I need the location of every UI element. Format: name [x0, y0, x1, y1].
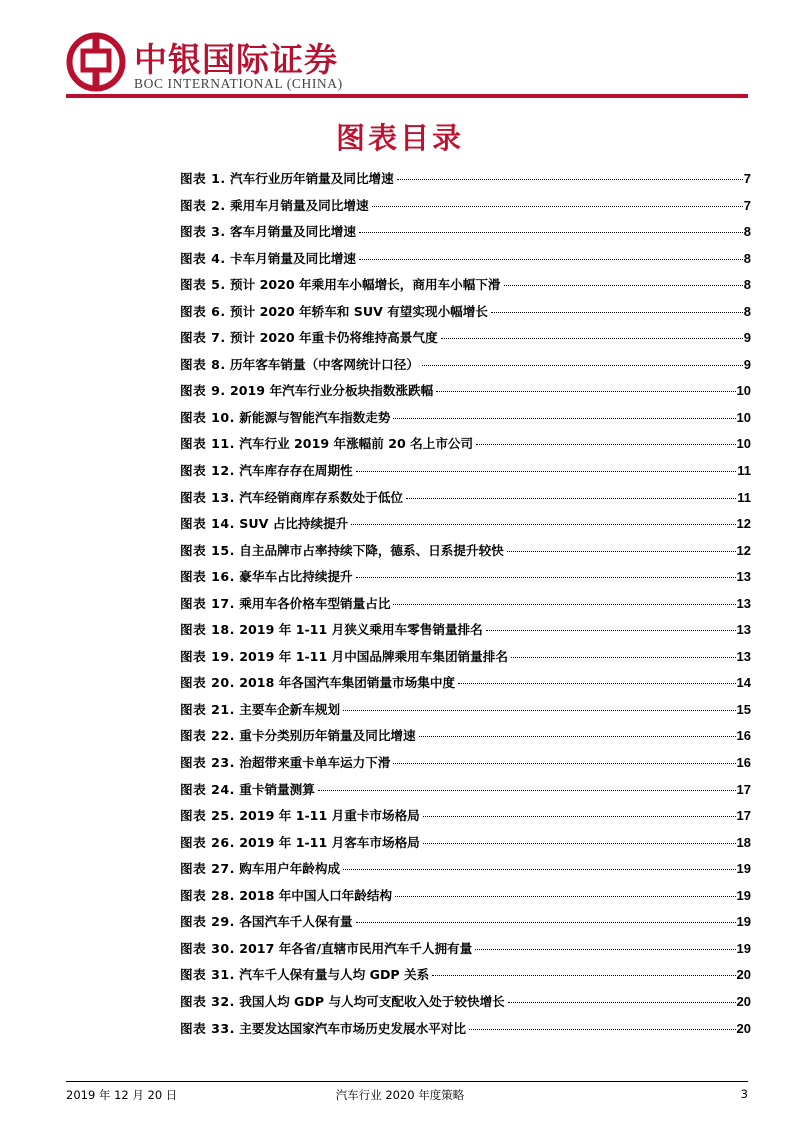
toc-entry-title: 我国人均 GDP 与人均可支配收入处于较快增长: [239, 993, 505, 1009]
toc-entry-label: [180, 830, 420, 857]
toc-entry-number: 图表 12.: [180, 463, 235, 479]
footer-page-number: 3: [740, 1087, 748, 1101]
toc-entry[interactable]: [180, 1016, 751, 1043]
toc-entry-label: [180, 564, 353, 591]
footer-report-title: 汽车行业 2020 年度策略: [335, 1088, 465, 1102]
toc-entry-page: 19: [736, 940, 751, 956]
toc-entry-title: 客车月销量及同比增速: [230, 224, 356, 240]
toc-entry-label: [180, 644, 508, 671]
toc-entry-label: [180, 989, 505, 1016]
toc-entry-number: 图表 17.: [180, 595, 235, 611]
brand-name-chinese: 中银国际证券: [134, 40, 338, 79]
toc-entry-page: 8: [743, 303, 751, 319]
toc-entry[interactable]: [180, 803, 751, 830]
toc-entry-number: 图表 23.: [180, 755, 235, 771]
toc-entry[interactable]: [180, 936, 751, 963]
toc-entry-title: 豪华车占比持续提升: [239, 569, 353, 585]
toc-entry-number: 图表 2.: [180, 197, 226, 213]
toc-leader-dots: [318, 790, 736, 791]
toc-entry[interactable]: [180, 325, 751, 352]
toc-entry-number: 图表 22.: [180, 728, 235, 744]
toc-entry-number: 图表 10.: [180, 409, 235, 425]
toc-leader-dots: [507, 551, 736, 552]
toc-entry-label: [180, 750, 390, 777]
toc-entry[interactable]: [180, 166, 751, 193]
toc-entry-title: 治超带来重卡单车运力下滑: [239, 755, 391, 771]
toc-entry[interactable]: [180, 723, 751, 750]
toc-entry-number: 图表 33.: [180, 1020, 235, 1036]
toc-entry[interactable]: [180, 458, 751, 485]
toc-entry-number: 图表 15.: [180, 542, 235, 558]
toc-entry-number: 图表 8.: [180, 356, 226, 372]
toc-entry[interactable]: [180, 909, 751, 936]
toc-entry[interactable]: [180, 856, 751, 883]
toc-leader-dots: [491, 312, 743, 313]
toc-entry[interactable]: [180, 564, 751, 591]
toc-entry-label: [180, 670, 455, 697]
toc-entry-label: [180, 193, 369, 220]
toc-entry-title: SUV 占比持续提升: [239, 516, 349, 532]
toc-entry-number: 图表 32.: [180, 993, 235, 1009]
toc-entry-label: [180, 803, 420, 830]
toc-title: 图表目录: [335, 121, 464, 155]
toc-entry-number: 图表 27.: [180, 861, 235, 877]
toc-leader-dots: [356, 577, 736, 578]
toc-entry-page: 10: [736, 409, 751, 425]
toc-leader-dots: [393, 763, 735, 764]
toc-entry-title: 2019 年汽车行业分板块指数涨跌幅: [230, 383, 434, 399]
toc-entry-page: 17: [736, 781, 751, 797]
toc-entry[interactable]: [180, 219, 751, 246]
toc-entry-label: [180, 883, 392, 910]
toc-entry-number: 图表 11.: [180, 436, 235, 452]
toc-entry-page: 15: [736, 701, 751, 717]
toc-leader-dots: [469, 1029, 736, 1030]
toc-entry-label: [180, 166, 394, 193]
footer-divider: [66, 1081, 748, 1082]
toc-leader-dots: [356, 922, 736, 923]
toc-entry-title: 购车用户年龄构成: [239, 861, 341, 877]
toc-leader-dots: [432, 975, 735, 976]
header-divider: [66, 94, 748, 98]
toc-entry-title: 新能源与智能汽车指数走势: [239, 409, 391, 425]
toc-leader-dots: [436, 391, 735, 392]
toc-entry[interactable]: [180, 644, 751, 671]
toc-entry[interactable]: [180, 378, 751, 405]
toc-leader-dots: [504, 285, 743, 286]
toc-entry-label: [180, 723, 416, 750]
toc-entry-label: [180, 511, 348, 538]
toc-entry-page: 7: [743, 197, 751, 213]
toc-entry[interactable]: [180, 246, 751, 273]
toc-leader-dots: [343, 869, 736, 870]
toc-entry-title: 预计 2020 年乘用车小幅增长，商用车小幅下滑: [230, 277, 501, 293]
toc-entry[interactable]: [180, 272, 751, 299]
toc-leader-dots: [511, 657, 736, 658]
toc-leader-dots: [508, 1002, 736, 1003]
toc-entry-page: 10: [736, 436, 751, 452]
toc-entry-number: 图表 29.: [180, 914, 235, 930]
toc-entry-label: [180, 458, 353, 485]
toc-entry[interactable]: [180, 405, 751, 432]
toc-entry-page: 18: [736, 834, 751, 850]
toc-entry-page: 19: [736, 887, 751, 903]
toc-entry-title: 主要车企新车规划: [239, 701, 341, 717]
toc-entry-title: 重卡销量测算: [239, 781, 315, 797]
toc-entry-number: 图表 31.: [180, 967, 235, 983]
toc-entry[interactable]: [180, 830, 751, 857]
toc-entry-title: 各国汽车千人保有量: [239, 914, 353, 930]
toc-entry-title: 重卡分类别历年销量及同比增速: [239, 728, 416, 744]
toc-entry-page: 7: [743, 171, 751, 186]
toc-entry-number: 图表 4.: [180, 250, 226, 266]
toc-entry-label: [180, 777, 315, 804]
toc-entry[interactable]: [180, 750, 751, 777]
toc-entry-title: 主要发达国家汽车市场历史发展水平对比: [239, 1020, 466, 1036]
toc-entry-number: 图表 25.: [180, 808, 235, 824]
toc-entry-title: 汽车经销商库存系数处于低位: [239, 489, 403, 505]
toc-entry-number: 图表 7.: [180, 330, 226, 346]
toc-entry-label: [180, 378, 433, 405]
toc-entry-page: 20: [736, 1020, 751, 1036]
toc-entry-number: 图表 13.: [180, 489, 235, 505]
toc-entry[interactable]: [180, 777, 751, 804]
toc-entry-page: 20: [736, 967, 751, 983]
toc-entry-page: 9: [743, 330, 751, 346]
toc-entry-page: 8: [743, 224, 751, 240]
toc-entry-label: [180, 936, 472, 963]
toc-entry-label: [180, 1016, 466, 1043]
toc-entry-title: 2017 年各省/直辖市民用汽车千人拥有量: [239, 940, 473, 956]
toc-entry-title: 汽车行业 2019 年涨幅前 20 名上市公司: [239, 436, 474, 452]
toc-entry-number: 图表 19.: [180, 648, 235, 664]
toc-entry[interactable]: [180, 299, 751, 326]
toc-leader-dots: [475, 949, 735, 950]
toc-leader-dots: [343, 710, 736, 711]
toc-entry-page: 13: [736, 569, 751, 585]
toc-entry[interactable]: [180, 617, 751, 644]
toc-leader-dots: [356, 471, 737, 472]
toc-entry-label: [180, 485, 403, 512]
toc-entry-title: 汽车千人保有量与人均 GDP 关系: [239, 967, 430, 983]
toc-entry[interactable]: [180, 989, 751, 1016]
toc-entry[interactable]: [180, 511, 751, 538]
toc-entry[interactable]: [180, 431, 751, 458]
page-header: [0, 0, 800, 100]
toc-entry-label: [180, 246, 356, 273]
toc-entry-page: 13: [736, 648, 751, 664]
toc-entry-title: 乘用车月销量及同比增速: [230, 197, 369, 213]
toc-entry-page: 16: [736, 755, 751, 771]
toc-entry-number: 图表 20.: [180, 675, 235, 691]
toc-entry-title: 2019 年 1-11 月狭义乘用车零售销量排名: [239, 622, 483, 638]
toc-entry-number: 图表 30.: [180, 940, 235, 956]
toc-entry-number: 图表 5.: [180, 277, 226, 293]
boc-logo-icon: [66, 32, 126, 92]
toc-leader-dots: [395, 896, 735, 897]
toc-leader-dots: [397, 179, 743, 180]
toc-entry-title: 乘用车各价格车型销量占比: [239, 595, 391, 611]
toc-entry[interactable]: [180, 697, 751, 724]
toc-entry-label: [180, 856, 340, 883]
toc-entry[interactable]: [180, 193, 751, 220]
toc-entry-label: [180, 405, 390, 432]
toc-leader-dots: [423, 843, 736, 844]
toc-entry-label: [180, 325, 438, 352]
toc-entry-page: 10: [736, 383, 751, 399]
toc-leader-dots: [486, 630, 736, 631]
toc-leader-dots: [393, 418, 735, 419]
toc-entry-page: 11: [737, 489, 751, 505]
toc-entry-page: 12: [736, 542, 751, 558]
toc-entry-title: 预计 2020 年轿车和 SUV 有望实现小幅增长: [230, 303, 488, 319]
toc-leader-dots: [423, 816, 736, 817]
toc-leader-dots: [351, 524, 735, 525]
toc-entry-page: 8: [743, 277, 751, 293]
toc-entry-page: 17: [736, 808, 751, 824]
toc-entry[interactable]: [180, 485, 751, 512]
toc-leader-dots: [422, 365, 743, 366]
toc-leader-dots: [372, 206, 743, 207]
toc-leader-dots: [359, 232, 743, 233]
toc-entry-title: 卡车月销量及同比增速: [230, 250, 356, 266]
toc-entry-number: 图表 3.: [180, 224, 226, 240]
toc-entry-label: [180, 909, 353, 936]
toc-entry[interactable]: [180, 962, 751, 989]
toc-entry[interactable]: [180, 883, 751, 910]
toc-entry[interactable]: [180, 538, 751, 565]
toc-entry-page: 13: [736, 595, 751, 611]
toc-entry-title: 2019 年 1-11 月中国品牌乘用车集团销量排名: [239, 648, 508, 664]
toc-entry-title: 汽车行业历年销量及同比增速: [230, 171, 394, 186]
toc-entry-number: 图表 1.: [180, 171, 226, 186]
brand-name-english: BOC INTERNATIONAL (CHINA): [134, 76, 343, 91]
toc-entry-page: 8: [743, 250, 751, 266]
toc-entry-number: 图表 21.: [180, 701, 235, 717]
toc-leader-dots: [476, 444, 735, 445]
toc-entry-title: 预计 2020 年重卡仍将维持高景气度: [230, 330, 438, 346]
toc-entry-label: [180, 219, 356, 246]
toc-entry[interactable]: [180, 670, 751, 697]
toc-entry-page: 19: [736, 914, 751, 930]
toc-leader-dots: [419, 736, 736, 737]
toc-entry-title: 2019 年 1-11 月重卡市场格局: [239, 808, 420, 824]
toc-entry-number: 图表 26.: [180, 834, 235, 850]
toc-entry-label: [180, 272, 501, 299]
footer-date: 2019 年 12 月 20 日: [66, 1088, 178, 1102]
toc-entry-label: [180, 617, 483, 644]
toc-leader-dots: [393, 604, 735, 605]
toc-entry-number: 图表 28.: [180, 887, 235, 903]
toc-entry-page: 12: [736, 516, 751, 532]
toc-entry-title: 汽车库存存在周期性: [239, 463, 353, 479]
toc-entry-number: 图表 24.: [180, 781, 235, 797]
toc-entry-label: [180, 431, 473, 458]
toc-entry-title: 2018 年各国汽车集团销量市场集中度: [239, 675, 456, 691]
toc-leader-dots: [458, 683, 736, 684]
toc-entry-page: 9: [743, 356, 751, 372]
toc-entry-number: 图表 9.: [180, 383, 226, 399]
toc-entry-page: 16: [736, 728, 751, 744]
toc-entry-label: [180, 538, 504, 565]
toc-entry-title: 2018 年中国人口年龄结构: [239, 887, 393, 903]
toc-entry-number: 图表 16.: [180, 569, 235, 585]
toc-entry-label: [180, 299, 488, 326]
toc-entry-label: [180, 591, 390, 618]
toc-entry-number: 图表 6.: [180, 303, 226, 319]
toc-leader-dots: [359, 259, 743, 260]
toc-list: [180, 166, 751, 1042]
toc-entry-page: 14: [736, 675, 751, 691]
toc-entry-page: 19: [736, 861, 751, 877]
toc-entry-label: [180, 697, 340, 724]
toc-entry[interactable]: [180, 591, 751, 618]
toc-entry-page: 11: [737, 463, 751, 479]
toc-entry-number: 图表 14.: [180, 516, 235, 532]
toc-leader-dots: [406, 498, 736, 499]
toc-entry-label: [180, 962, 429, 989]
toc-entry-page: 13: [736, 622, 751, 638]
toc-entry-title: 2019 年 1-11 月客车市场格局: [239, 834, 420, 850]
toc-leader-dots: [441, 338, 743, 339]
toc-entry-label: [180, 352, 419, 379]
toc-entry[interactable]: [180, 352, 751, 379]
toc-entry-title: 历年客车销量（中客网统计口径）: [230, 356, 419, 372]
toc-entry-page: 20: [736, 993, 751, 1009]
toc-entry-title: 自主品牌市占率持续下降，德系、日系提升较快: [239, 542, 504, 558]
toc-entry-number: 图表 18.: [180, 622, 235, 638]
